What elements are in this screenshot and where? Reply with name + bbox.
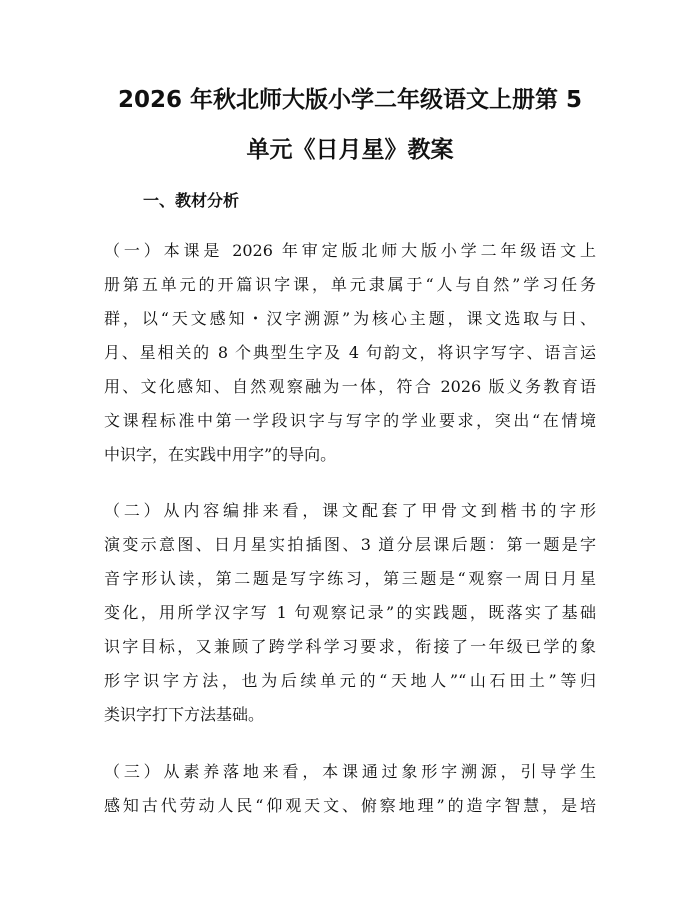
paragraph-line: 用、文化感知、自然观察融为一体，符合 2026 版义务教育语 xyxy=(104,377,596,396)
document-title-line-2: 单元《日月星》教案 xyxy=(246,137,454,163)
paragraph-line: （二）从内容编排来看，课文配套了甲骨文到楷书的字形 xyxy=(104,501,596,520)
paragraph-line: 月、星相关的 8 个典型生字及 4 句韵文，将识字写字、语言运 xyxy=(104,343,596,362)
paragraph-line: 形字识字方法，也为后续单元的“天地人”“山石田土”等归 xyxy=(104,671,596,690)
paragraph-line: 音字形认读，第二题是写字练习，第三题是“观察一周日月星 xyxy=(104,569,596,588)
paragraph-line: 类识字打下方法基础。 xyxy=(104,705,265,724)
paragraph-line: 文课程标准中第一学段识字与写字的学业要求，突出“在情境 xyxy=(104,411,596,430)
section-heading: 一、教材分析 xyxy=(143,191,240,210)
paragraph-3 xyxy=(104,755,596,823)
paragraph-2 xyxy=(104,494,596,732)
paragraph-line: 识字目标，又兼顾了跨学科学习要求，衔接了一年级已学的象 xyxy=(104,637,596,656)
paragraph-line: 演变示意图、日月星实拍插图、3 道分层课后题：第一题是字 xyxy=(104,535,596,554)
paragraph-line: 册第五单元的开篇识字课，单元隶属于“人与自然”学习任务 xyxy=(104,275,596,294)
paragraph-line: 变化，用所学汉字写 1 句观察记录”的实践题，既落实了基础 xyxy=(104,603,596,622)
paragraph-line: （三）从素养落地来看，本课通过象形字溯源，引导学生 xyxy=(104,762,596,781)
document-title-line-1: 2026 年秋北师大版小学二年级语文上册第 5 xyxy=(117,87,583,113)
paragraph-line: 感知古代劳动人民“仰观天文、俯察地理”的造字智慧，是培 xyxy=(104,796,596,815)
paragraph-1 xyxy=(104,234,596,472)
paragraph-line: 群，以“天文感知・汉字溯源”为核心主题，课文选取与日、 xyxy=(104,309,596,328)
paragraph-line: 中识字，在实践中用字”的导向。 xyxy=(104,445,337,464)
paragraph-line: （一）本课是 2026 年审定版北师大版小学二年级语文上 xyxy=(104,241,596,260)
